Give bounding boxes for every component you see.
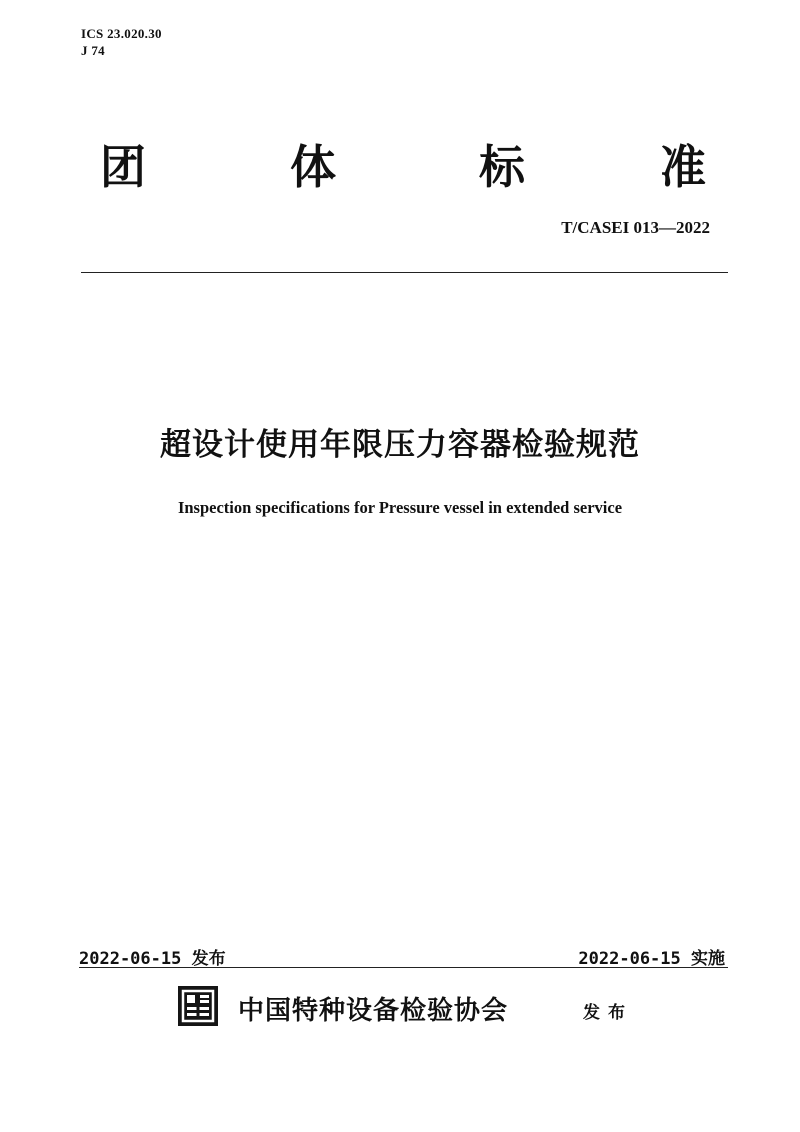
header-char-4: 准 [660,140,706,194]
header-char-1: 团 [100,140,146,194]
header-char-2: 体 [290,140,336,194]
publisher-action: 发布 [583,1003,633,1023]
ics-code: ICS 23.020.30 [81,26,162,41]
title-english: Inspection specifications for Pressure vessel in extended service [177,498,623,517]
header-char-3: 标 [479,140,525,194]
standard-code: T/CASEI 013—2022 [561,218,710,237]
ccs-code: J 74 [81,43,105,58]
association-logo-graphic [178,986,218,1026]
title-chinese: 超设计使用年限压力容器检验规范 [160,427,640,463]
association-logo-icon [178,986,218,1026]
bottom-divider [79,967,728,968]
implement-date: 2022-06-15 实施 [578,949,725,969]
publisher-name: 中国特种设备检验协会 [238,996,509,1026]
publish-date: 2022-06-15 发布 [79,949,226,969]
top-divider [81,272,728,273]
